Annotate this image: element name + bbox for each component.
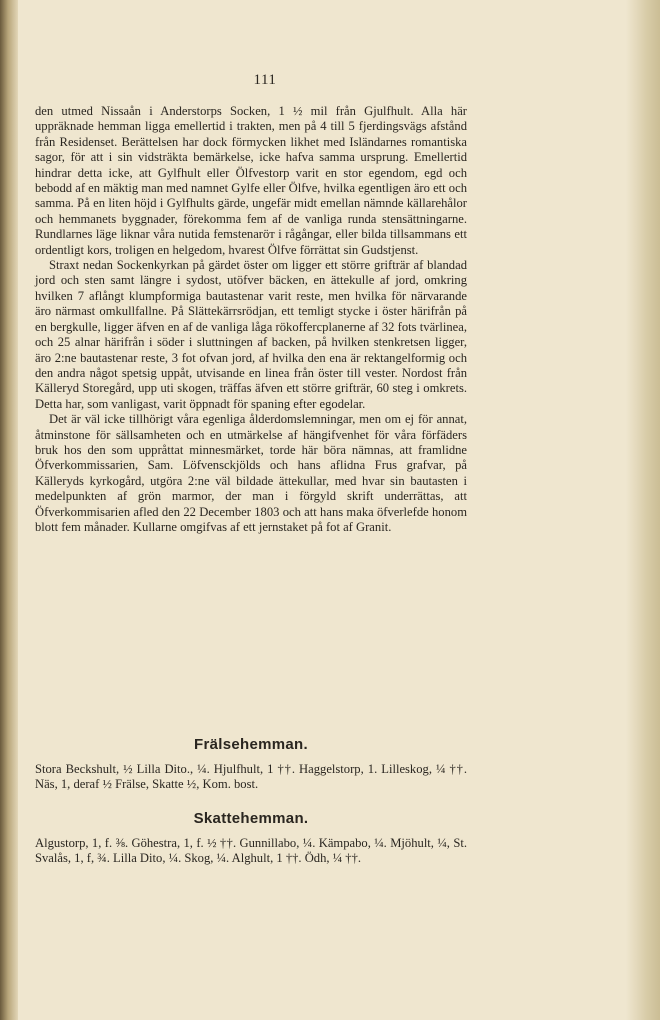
- section-heading-skattehemman: Skattehemman.: [193, 810, 309, 827]
- fralsehemman-list: Stora Beckshult, ½ Lilla Dito., ¼. Hjulfhult, 1 ††. Haggelstorp, 1. Lilleskog, ¼ ††. Näs, 1, deraf ½ Frälse, Skatte ½, Kom. bost.: [35, 762, 467, 792]
- page-number: 111: [253, 72, 277, 88]
- paragraph: Det är väl icke tillhörigt våra egenliga ålderdomslemningar, men om ej för annat, åtminstone för sällsamheten och en utmärkelse af hängifvenhet för våra förfäders bruk hos den som uppråttat minnesmärket, torde här böra nämnas, att framlidne Öfverkommissarien, Sam. Löfvensckjölds och hans aflidna Frus grafvar, på Källeryds kyrkogård, utgöra 2:ne väl bildade ättekullar, med hvar sin bautasten i medelpunkten af grön marmor, der man i förgyld skrift underrättas, att Öfverkommisarien afled den 22 December 1803 och att hans maka öfverlefde honom blott fem månader. Kullarne omgifvas af ett jernstaket på fot af Granit.: [35, 412, 467, 534]
- section-heading-fralsehemman: Frälsehemman.: [194, 736, 308, 753]
- paragraph: den utmed Nissaån i Anderstorps Socken, 1 ½ mil från Gjulfhult. Alla här uppräknade hemman ligga emellertid i trakten, men på 4 till 5 fjerdingsvägs afstånd från Residenset. Berättelsen har dock förmycken likhet med Isländarnes romantiska sagor, för att i sin vidsträkta bemärkelse, icke hafva samma ursprung. Emellertid hindrar detta icke, att Gylfhult eller Ölfvestorp varit en stor egendom, egd och bebodd af en mäktig man med namnet Gylfe eller Ölfve, hvilka egentligen äro ett och samma. På en liten höjd i Gylfhults gärde, ungefär midt emellan nämnde källarehålor och hemmanets byggnader, förekomma fem af de vanliga runda stensättningarne. Rundlarnes läge liknar våra nutida femstenaröт i rågångar, eller bilda tillsammans ett ordentligt kors, troligen en helgedom, hvarest Ölfve förrättat sin Gudstjenst.: [35, 104, 467, 257]
- page-edge-stack: [626, 0, 660, 1020]
- skattehemman-list: Algustorp, 1, f. ⅜. Göhestra, 1, f. ½ ††. Gunnillabo, ¼. Kämpabo, ¼. Mjöhult, ¼, St. Svalås, 1, f, ¾. Lilla Dito, ¼. Skog, ¼. Alghult, 1 ††. Ödh, ¼ ††.: [35, 836, 467, 866]
- book-spine-shadow: [0, 0, 18, 1020]
- paragraph: Straxt nedan Sockenkyrkan på gärdet öster om ligger ett större grifträr af blandad jord och sten samt längre i sydost, utöfver bäcken, en ättekulle af jord, omkring hvilken 7 aflångt klumpformiga bautastenar varit reste, men hvilka för närvarande äro närmast omkullfallne. På Slättekärrsrödjan, ett temligt stycke i öster härifrån på en bergkulle, ligger äfven en af de vanliga lågа rökofferсplanerne af 32 fots tvärlinea, och 25 alnar härifrån i söder i sluttningen af backen, på hvilken stenkretsen ligger, äro 2:ne bautastenar reste, 3 fot ofvan jord, af hvilka den ena är rektangelformig och den andra något spetsig uppåt, utvisande en linea från öster till vester. Nordost från Källeryd Storegård, upp uti skogen, träffas äfven ett större grifträr, 60 steg i omkrets. Detta har, som vanligast, varit öppnadt för spaning efter egodelar.: [35, 258, 467, 411]
- body-text: [35, 104, 467, 535]
